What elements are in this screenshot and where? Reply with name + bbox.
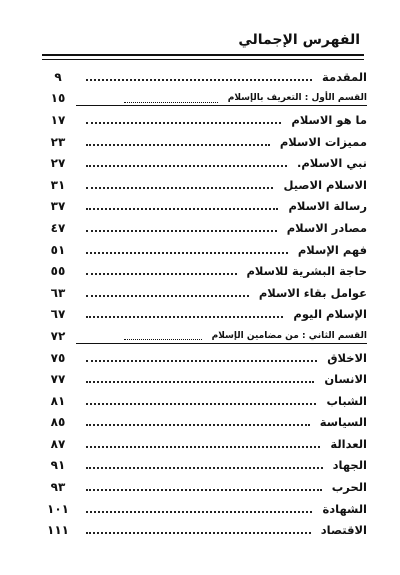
toc-page-number: ١٥ [50,91,66,106]
toc-entry [40,412,367,434]
dot-leader [86,489,322,491]
toc-page-number: ٣٧ [50,199,66,214]
toc-entry [40,433,367,455]
dot-leader [86,446,320,448]
toc-page-number: ٩١ [50,458,66,473]
dot-leader [86,208,278,210]
toc-entry [40,109,367,131]
toc-entry-label: المقدمة [322,69,367,84]
toc-page-number: ٨٧ [50,436,66,451]
toc-entry-label: حاجة البشرية للاسلام [246,264,367,279]
toc-entry-label: الشباب [326,393,367,408]
toc-entry [40,304,367,326]
toc-entry-label: الجهاد [332,458,367,473]
toc-entry-label: الحرب [331,480,367,495]
dot-leader [86,295,249,297]
dot-leader [86,381,314,383]
toc-entry [40,217,367,239]
toc-entry [40,131,367,153]
toc-entry [40,476,367,498]
toc-entry-label: فهم الإسلام [297,242,367,257]
toc-entry-label: الاقتصاد [320,523,367,538]
dot-leader [86,230,277,232]
dot-leader [86,144,270,146]
toc-entry-label: عوامل بقاء الاسلام [258,285,367,300]
dot-leader [86,122,281,124]
toc-page-number: ٩ [54,69,62,84]
toc-entry-label: مميزات الاسلام [279,134,367,149]
toc-page-number: ١٧ [50,112,66,127]
toc-page-number: ٧٥ [50,350,66,365]
dot-leader [86,360,317,362]
toc-page-number: ١٠١ [47,501,69,516]
toc-page-number: ٨١ [50,393,66,408]
toc-page-number: ٢٧ [50,156,66,171]
toc-entry-label: ما هو الاسلام [291,112,367,127]
toc-entry [40,519,367,541]
section-underline [76,105,367,106]
toc-entry-label: الاسلام الاصيل [283,177,367,192]
dot-leader [86,511,312,513]
dot-leader [86,532,311,534]
dot-leader [86,403,316,405]
toc-entry-label: نبي الاسلام. [297,156,367,171]
toc-entry [40,152,367,174]
toc-entry-label: الإسلام اليوم [293,307,367,322]
toc-page-number: ٨٥ [50,415,66,430]
toc-page-number: ٤٧ [50,220,66,235]
toc-entry [40,66,367,88]
dot-leader [86,187,273,189]
toc-section-heading [40,88,367,110]
toc-entry-label: السياسة [319,415,367,430]
toc-entry [40,260,367,282]
toc-entry-label: القسم الثاني : من مضامين الإسلام [211,330,367,341]
dot-leader [86,273,237,275]
dot-leader [86,79,312,81]
toc-entry [40,174,367,196]
toc-entry-label: القسم الأول : التعريف بالإسلام [227,93,367,104]
dot-leader [86,316,283,318]
toc-entry [40,282,367,304]
toc-entry-label: الاخلاق [327,350,367,365]
toc-page-number: ٥٥ [50,264,66,279]
dot-leader [86,252,288,254]
header-rule-thin [42,59,364,60]
toc-entry-label: مصادر الاسلام [286,220,367,235]
toc-entry-label: الانسان [324,372,367,387]
toc-page-number: ٢٣ [50,134,66,149]
dot-leader [86,165,287,167]
toc-page-number: ٦٣ [50,285,66,300]
toc-entry-label: العدالة [330,436,367,451]
dot-leader [86,467,323,469]
toc-page-number: ١١١ [47,523,69,538]
table-of-contents [40,66,367,541]
toc-entry [40,390,367,412]
toc-entry [40,368,367,390]
toc-entry [40,347,367,369]
toc-page-number: ٧٢ [50,328,66,343]
toc-page-number: ٧٧ [50,372,66,387]
header-rule-thick [42,54,364,56]
toc-page-number: ٣١ [50,177,66,192]
toc-page-number: ٦٧ [50,307,66,322]
toc-page-number: ٩٣ [50,480,66,495]
section-underline [76,343,367,344]
dot-leader [86,424,310,426]
toc-entry [40,196,367,218]
toc-entry-label: الشهادة [322,501,367,516]
dot-leader [124,102,218,103]
toc-entry [40,498,367,520]
toc-page-number: ٥١ [50,242,66,257]
toc-entry-label: رسالة الاسلام [288,199,367,214]
toc-section-heading [40,325,367,347]
dot-leader [124,339,202,340]
page-title: الفهرس الإجمالي [238,32,360,48]
toc-entry [40,239,367,261]
toc-entry [40,455,367,477]
